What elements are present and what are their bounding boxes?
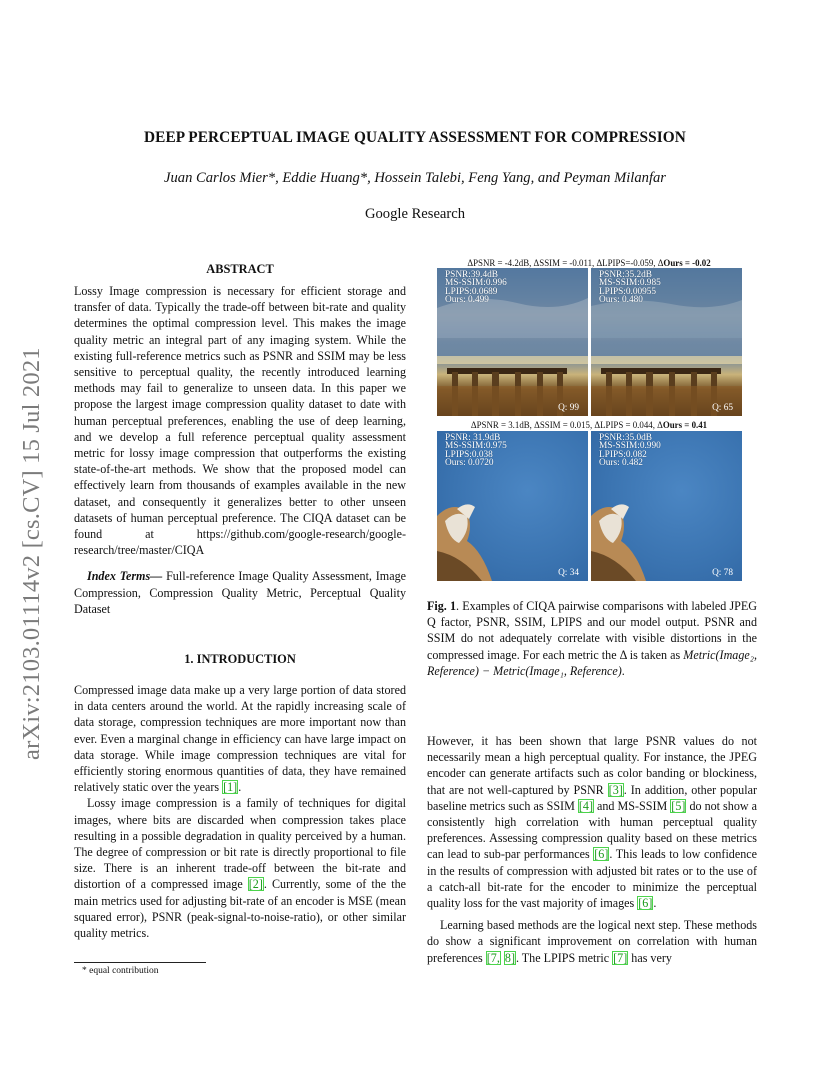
rc-p1-a: However, it has been shown that large PSNR values do not necessarily mean a high perceptual quality. For instance, the JPEG encoder can generate artifacts such as color banding or blockiness, that are not well-captured by PSNR xyxy=(427,734,757,797)
lpips-value: LPIPS:0.038 xyxy=(445,449,493,460)
intro-paragraph-1 xyxy=(74,682,406,795)
citation-6b[interactable]: [6] xyxy=(638,896,653,911)
panel-metrics xyxy=(445,271,507,305)
row1-deltas: ΔPSNR = -4.2dB, ΔSSIM = -0.011, ΔLPIPS=-0.059, Δ xyxy=(467,258,664,268)
rc-p1-f: . xyxy=(653,896,657,911)
panel-metrics xyxy=(445,434,507,468)
ms-ssim-value: MS-SSIM:0.996 xyxy=(445,278,507,289)
rc-p1-b: . In addition, other popular baseline metrics such as SSIM xyxy=(427,782,757,813)
right-paragraph-1 xyxy=(427,733,757,911)
psnr-value: PSNR: 31.9dB xyxy=(445,433,501,443)
rc-p1-d: do not show a consistently high correlation with human perceptual quality preferences. Assessing compression quality based on these metrics can lead to sub-par performances xyxy=(427,798,757,862)
rc-p2-a: Learning based methods are the logical next step. These methods do show a significant improvement on correlation with human preferences xyxy=(427,918,757,965)
intro-p2-end: . Currently, some of the the main metrics used for adjusting bit-rate of an encoder is MSE (mean squared error), PSNR (peak-signal-to-noise-ratio), or other similar quality metrics. xyxy=(74,877,406,941)
figure-row-2-caption xyxy=(437,420,741,430)
psnr-value: PSNR:35.0dB xyxy=(599,433,652,443)
row1-ours-delta: Ours = -0.02 xyxy=(663,258,711,268)
citation-3[interactable]: [3] xyxy=(608,782,623,797)
intro-p2-text: Lossy image compression is a family of techniques for digital images, where bits are discarded when compression takes place resulting in a possible degradation in quality perceived by a human. The degree of compression or bit rate is directly proportional to file size. There is an inherent trade-off between the bit-rate and distortion of a compressed image xyxy=(74,796,406,892)
caption-end: . xyxy=(621,663,625,678)
bird-image-q78 xyxy=(591,431,742,581)
lpips-value: LPIPS:0.0689 xyxy=(445,286,498,297)
right-column-text xyxy=(427,733,757,966)
pier-image-q65 xyxy=(591,268,742,416)
abstract-text xyxy=(74,283,406,617)
lpips-value: LPIPS:0.00955 xyxy=(599,286,657,297)
footnote: * equal contribution xyxy=(82,966,159,976)
row2-deltas: ΔPSNR = 3.1dB, ΔSSIM = 0.015, ΔLPIPS = 0.044, Δ xyxy=(470,420,663,430)
psnr-value: PSNR:39.4dB xyxy=(445,270,498,280)
citation-4[interactable]: [4] xyxy=(578,798,593,813)
citation-2[interactable]: [2] xyxy=(248,877,263,892)
bird-image-q34 xyxy=(437,431,588,581)
right-paragraph-2 xyxy=(427,917,757,966)
citation-7b[interactable]: [7] xyxy=(613,950,628,965)
paper-title: DEEP PERCEPTUAL IMAGE QUALITY ASSESSMENT FOR COMPRESSION xyxy=(144,129,686,146)
quality-factor-label: Q: 78 xyxy=(712,568,733,578)
intro-paragraph-2 xyxy=(74,795,406,941)
panel-metrics xyxy=(599,434,661,468)
rc-p1-e: . This leads to low confidence in the results of compression with adjusted bit rates or to the use of a catch-all bit-rate for the encoder to minimize the perceptual quality loss for the vast majority of images xyxy=(427,847,757,911)
intro-p1-end: . xyxy=(238,780,242,795)
figure-caption-text: . Examples of CIQA pairwise comparisons with labeled JPEG Q factor, PSNR, SSIM, LPIPS and our model output. PSNR and SSIM do not adequately correlate with visible distortions in the compressed image. For each metric the Δ is taken as xyxy=(427,599,757,662)
ours-value: Ours: 0.499 xyxy=(445,295,489,306)
panel-metrics xyxy=(599,271,661,305)
quality-factor-label: Q: 99 xyxy=(558,403,579,413)
citation-5[interactable]: [5] xyxy=(671,798,686,813)
affiliation: Google Research xyxy=(364,206,466,222)
citation-1[interactable]: [1] xyxy=(223,780,238,795)
citation-7[interactable]: [7, xyxy=(486,950,500,965)
lpips-value: LPIPS:0.082 xyxy=(599,449,647,460)
row2-ours-delta: Ours = 0.41 xyxy=(662,420,708,430)
index-terms-text: Full-reference Image Quality Assessment, Image Compression, Compression Quality Metric, Perceptual Quality Dataset xyxy=(74,569,406,616)
delta-formula: Metric(Image₂, Reference) − Metric(Image₁, Reference) xyxy=(427,647,757,678)
index-terms xyxy=(74,568,406,617)
quality-factor-label: Q: 65 xyxy=(712,403,733,413)
rc-p2-b: . The LPIPS metric xyxy=(515,950,613,965)
figure-1 xyxy=(437,258,741,582)
pier-image-q99 xyxy=(437,268,588,416)
ms-ssim-value: MS-SSIM:0.975 xyxy=(445,441,507,452)
ms-ssim-value: MS-SSIM:0.985 xyxy=(599,278,661,289)
quality-factor-label: Q: 34 xyxy=(558,568,579,578)
citation-8[interactable]: 8] xyxy=(504,950,515,965)
footnote-rule xyxy=(74,962,206,963)
figure-label: Fig. 1 xyxy=(427,599,457,613)
ours-value: Ours: 0.480 xyxy=(599,295,643,306)
citation-6[interactable]: [6] xyxy=(594,847,609,862)
figure-row-1-caption xyxy=(437,258,741,268)
figure-1-caption xyxy=(427,598,757,679)
introduction-heading: 1. INTRODUCTION xyxy=(184,652,296,666)
author-list: Juan Carlos Mier*, Eddie Huang*, Hossein Talebi, Feng Yang, and Peyman Milanfar xyxy=(164,170,666,186)
ours-value: Ours: 0.482 xyxy=(599,458,643,469)
ours-value: Ours: 0.0720 xyxy=(445,458,494,469)
psnr-value: PSNR:35.2dB xyxy=(599,270,652,280)
abstract-heading: ABSTRACT xyxy=(206,262,274,276)
rc-p2-c: has very xyxy=(628,950,672,965)
rc-p1-c: and MS-SSIM xyxy=(593,798,671,813)
abstract-paragraph: Lossy Image compression is necessary for efficient storage and transfer of data. Typically the trade-off between bit-rate and quality determines the optimal compression level. This makes the image quality metric an integral part of any imaging system. While the existing full-reference metrics such as PSNR and SSIM may be less sensitive to perceptual quality, the recently introduced learning methods may fail to generalize to unseen data. In this paper we propose the largest image compression quality dataset to date with human perceptual preferences, enabling the use of deep learning, and we develop a full reference perceptual quality assessment metric for lossy image compression that outperforms the existing state-of-the-art methods. We show that the proposed model can effectively learn from thousands of examples available in the new dataset, and consequently it generalizes better to other unseen datasets of human perceptual preference. The CIQA dataset can be found at https://github.com/google-research/google-research/tree/master/CIQA xyxy=(74,284,406,558)
introduction-text xyxy=(74,682,406,941)
index-terms-label: Index Terms— xyxy=(87,569,163,584)
intro-p1-text: Compressed image data make up a very large portion of data stored in data centers around the world. At the rapidly increasing scale of data storage, compression techniques are more important now than ever. Even a marginal change in efficiency can have large impact on data storage. While image compression techniques are vital for efficiently storing enormous quantities of data, they have remained relatively static over the years xyxy=(74,683,406,795)
arxiv-identifier: arXiv:2103.01114v2 [cs.CV] 15 Jul 2021 xyxy=(18,347,45,760)
ms-ssim-value: MS-SSIM:0.990 xyxy=(599,441,661,452)
